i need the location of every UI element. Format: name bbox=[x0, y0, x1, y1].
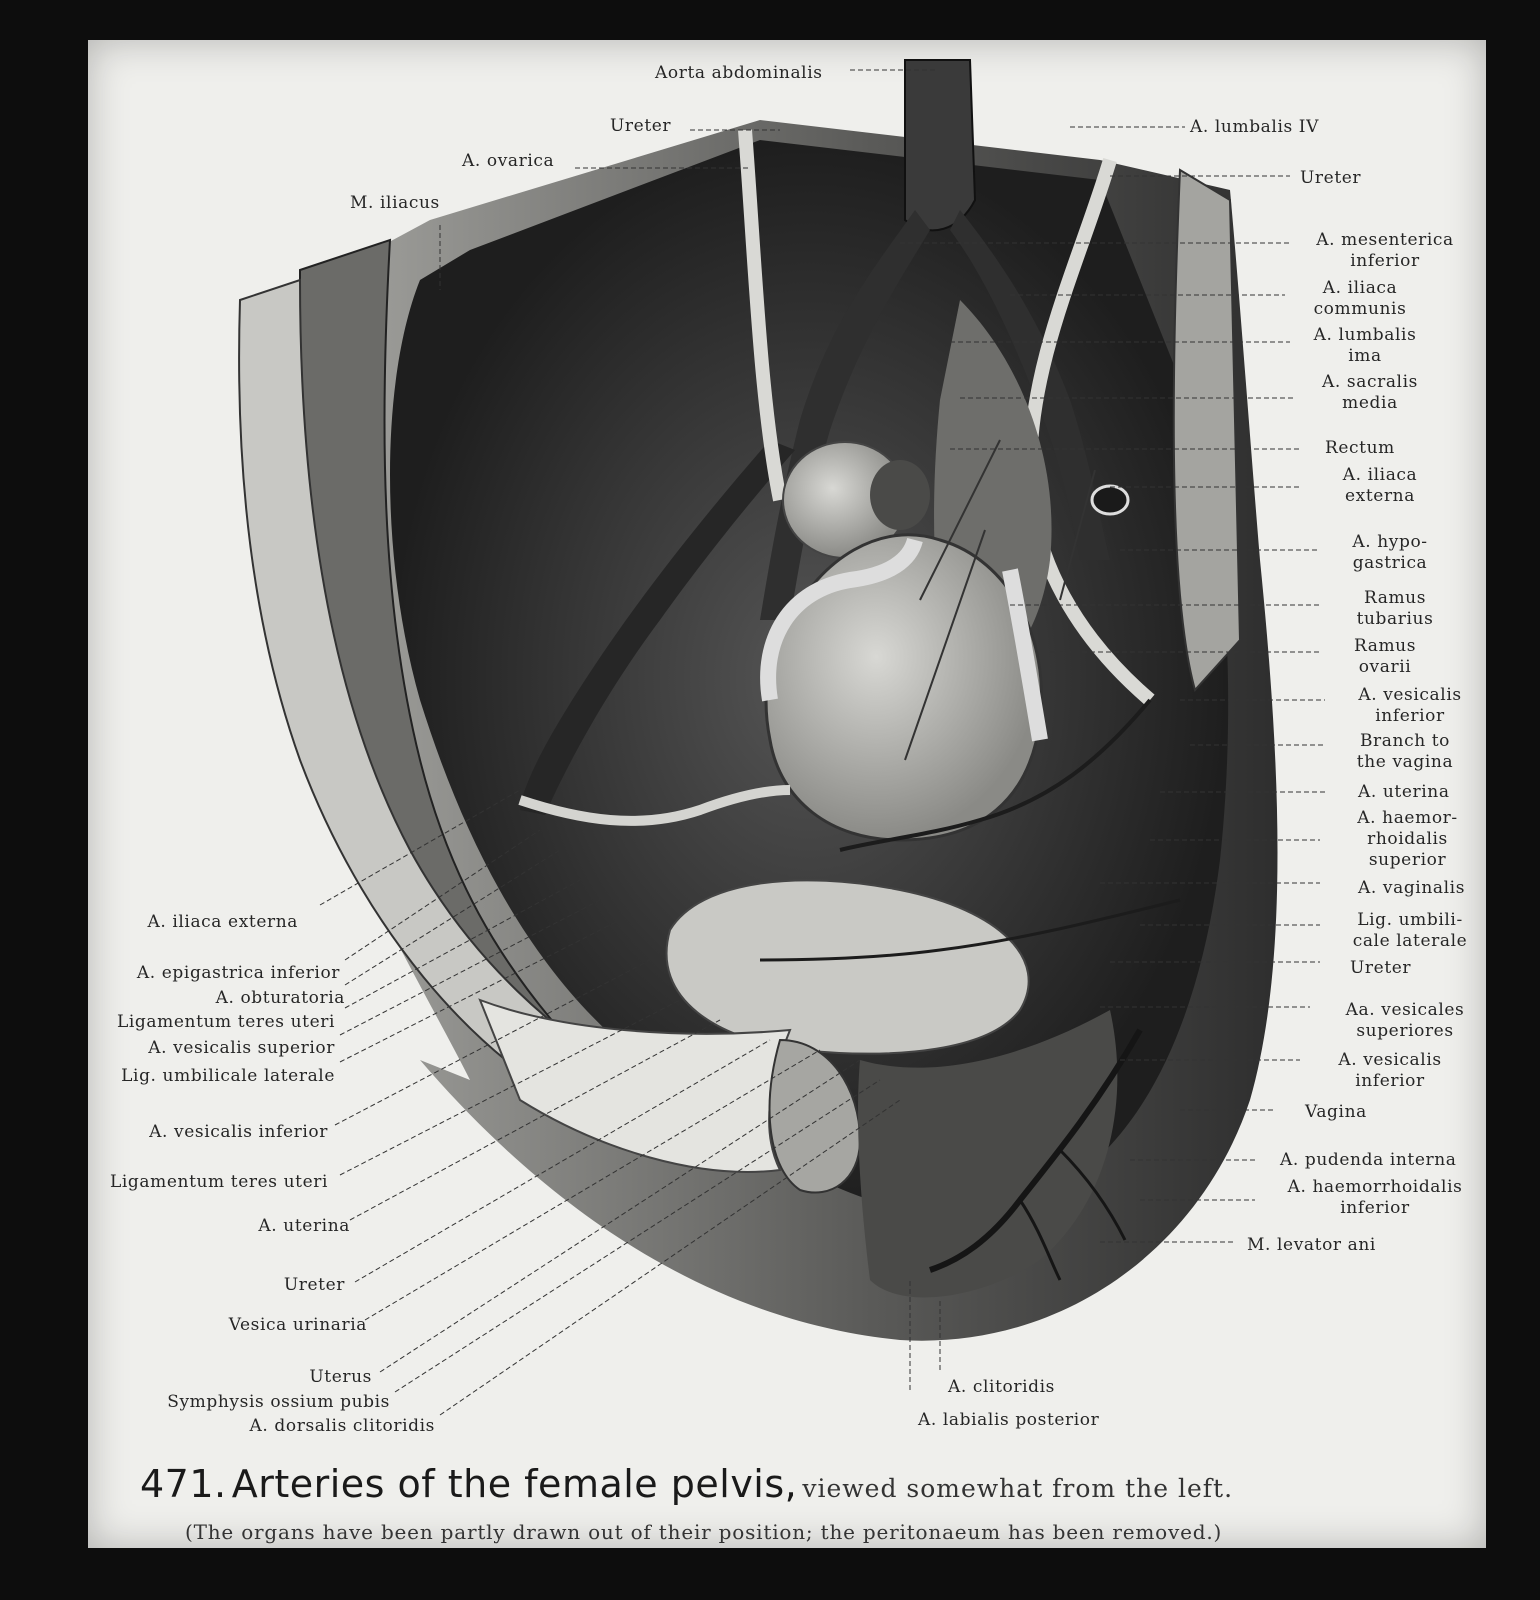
label-ureter-top: Ureter bbox=[610, 116, 672, 136]
label-a-ovarica: A. ovarica bbox=[462, 151, 555, 171]
figure-note: (The organs have been partly drawn out of their position; the peritonaeum has been removed.) bbox=[185, 1520, 1223, 1544]
label-a-lumbalis-iv: A. lumbalis IV bbox=[1190, 117, 1320, 137]
label-a-haemorrhoidalis-inferior: A. haemorrhoidalis inferior bbox=[1287, 1177, 1463, 1218]
label-a-iliaca-externa-right: A. iliaca externa bbox=[1342, 465, 1418, 506]
aorta bbox=[905, 60, 975, 230]
label-aa-vesicales-superiores: Aa. vesicales superiores bbox=[1345, 1000, 1465, 1041]
label-lig-umbilicale-laterale-left: Lig. umbilicale laterale bbox=[121, 1066, 335, 1086]
label-ureter-left: Ureter bbox=[283, 1275, 345, 1295]
label-a-epigastrica-inferior: A. epigastrica inferior bbox=[136, 963, 340, 983]
figure-subtitle: viewed somewhat from the left. bbox=[802, 1474, 1234, 1503]
label-a-sacralis-media: A. sacralis media bbox=[1322, 372, 1418, 413]
label-ramus-ovarii: Ramus ovarii bbox=[1353, 636, 1417, 677]
label-ureter-right-2: Ureter bbox=[1350, 958, 1412, 978]
label-a-vaginalis: A. vaginalis bbox=[1358, 878, 1466, 898]
label-a-mesenterica-inferior: A. mesenterica inferior bbox=[1316, 230, 1454, 271]
label-a-iliaca-communis: A. iliaca communis bbox=[1313, 278, 1407, 319]
label-ligamentum-teres-uteri-2: Ligamentum teres uteri bbox=[110, 1172, 328, 1192]
label-aorta-abdominalis: Aorta abdominalis bbox=[655, 63, 823, 83]
label-a-haemorrhoidalis-superior: A. haemor- rhoidalis superior bbox=[1357, 808, 1458, 870]
tube-fimbria bbox=[870, 460, 930, 530]
label-a-uterina-left: A. uterina bbox=[258, 1216, 350, 1236]
label-branch-to-vagina: Branch to the vagina bbox=[1356, 731, 1454, 772]
label-a-lumbalis-ima: A. lumbalis ima bbox=[1313, 325, 1417, 366]
label-a-vesicalis-inferior-left: A. vesicalis inferior bbox=[149, 1122, 328, 1142]
label-a-vesicalis-inferior-right: A. vesicalis inferior bbox=[1358, 685, 1462, 726]
figure-title: Arteries of the female pelvis, bbox=[231, 1462, 798, 1506]
right-wall bbox=[1174, 170, 1240, 690]
label-a-iliaca-externa-left: A. iliaca externa bbox=[147, 912, 298, 932]
label-vesica-urinaria: Vesica urinaria bbox=[228, 1315, 367, 1335]
label-a-hypogastrica: A. hypo- gastrica bbox=[1352, 532, 1428, 573]
label-a-vesicalis-superior: A. vesicalis superior bbox=[148, 1038, 335, 1058]
label-a-vesicalis-inferior-right-2: A. vesicalis inferior bbox=[1338, 1050, 1442, 1091]
label-a-dorsalis-clitoridis: A. dorsalis clitoridis bbox=[249, 1416, 435, 1436]
label-ureter-right: Ureter bbox=[1300, 168, 1362, 188]
figure-caption bbox=[140, 1462, 1233, 1506]
label-a-pudenda-interna: A. pudenda interna bbox=[1280, 1150, 1457, 1170]
external-iliac-right-cut bbox=[1092, 486, 1128, 514]
label-vagina: Vagina bbox=[1305, 1102, 1367, 1122]
label-lig-umbilicale-laterale-right: Lig. umbili- cale laterale bbox=[1352, 910, 1468, 951]
label-a-uterina-right: A. uterina bbox=[1358, 782, 1450, 802]
label-uterus: Uterus bbox=[309, 1367, 372, 1387]
label-symphysis-ossium-pubis: Symphysis ossium pubis bbox=[167, 1392, 390, 1412]
label-a-obturatoria: A. obturatoria bbox=[215, 988, 345, 1008]
figure-number: 471. bbox=[140, 1462, 227, 1506]
label-a-clitoridis: A. clitoridis bbox=[948, 1377, 1055, 1397]
label-a-labialis-posterior: A. labialis posterior bbox=[918, 1410, 1100, 1430]
label-rectum: Rectum bbox=[1325, 438, 1395, 458]
label-m-iliacus: M. iliacus bbox=[350, 193, 440, 213]
label-ligamentum-teres-uteri: Ligamentum teres uteri bbox=[117, 1012, 335, 1032]
label-m-levator-ani: M. levator ani bbox=[1247, 1235, 1376, 1255]
label-ramus-tubarius: Ramus tubarius bbox=[1356, 588, 1434, 629]
